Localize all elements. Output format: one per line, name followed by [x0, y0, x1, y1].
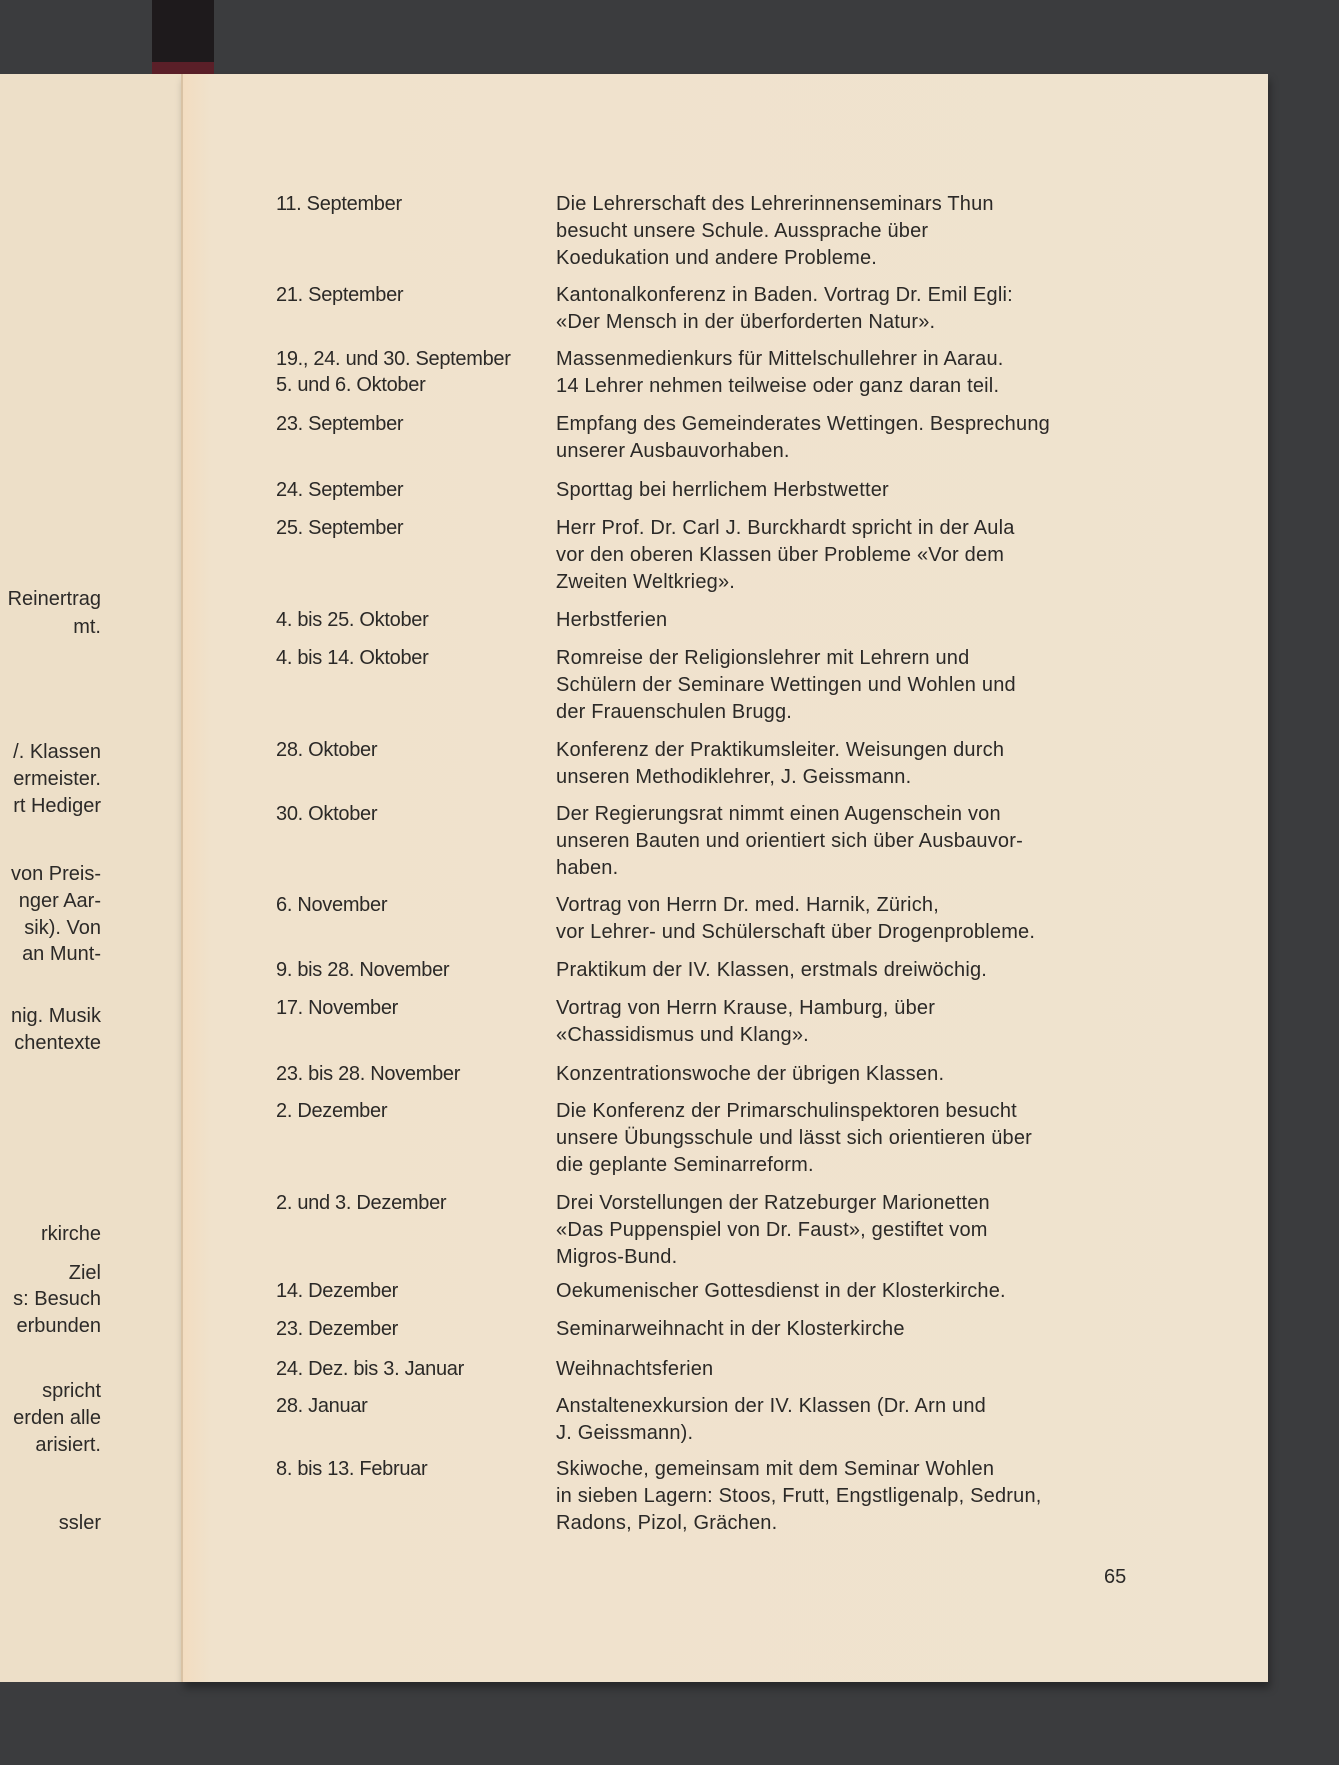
entry-date-line: 2. Dezember: [276, 1100, 388, 1122]
entry-date-line: 4. bis 14. Oktober: [276, 647, 429, 669]
entry-date-line: 28. Oktober: [276, 739, 378, 761]
left-page-line: Ziel: [68, 1262, 101, 1284]
entry-date: [276, 645, 428, 671]
entry-date: [276, 1190, 446, 1216]
entry-description-line: Seminarweihnacht in der Klosterkirche: [556, 1318, 905, 1340]
entry-description-line: Drei Vorstellungen der Ratzeburger Marionetten: [556, 1192, 990, 1214]
entry-description: [556, 1278, 1006, 1305]
entry-date-line: 25. September: [276, 517, 404, 539]
left-page-line: rt Hediger: [13, 795, 101, 817]
entry-date-line: 30. Oktober: [276, 803, 378, 825]
left-page-line: nger Aar-: [18, 890, 101, 912]
left-page-line: an Munt-: [22, 943, 101, 965]
entry-date-line: 9. bis 28. November: [276, 959, 450, 981]
entry-date: [276, 1098, 387, 1124]
entry-description-line: 14 Lehrer nehmen teilweise oder ganz daran teil.: [556, 375, 1000, 397]
entry-description-line: Schülern der Seminare Wettingen und Wohlen und: [556, 674, 1016, 696]
entry-description-line: Anstaltenexkursion der IV. Klassen (Dr. Arn und: [556, 1395, 987, 1417]
entry-description: [556, 1061, 944, 1088]
left-page-line: erbunden: [16, 1315, 101, 1337]
left-page-line: rkirche: [40, 1223, 101, 1245]
entry-description-line: Vortrag von Herrn Dr. med. Harnik, Zürich,: [556, 894, 939, 916]
entry-description-line: besucht unsere Schule. Aussprache über: [556, 220, 929, 242]
entry-description: [556, 892, 1035, 946]
entry-description: [556, 607, 667, 634]
entry-description-line: Koedukation und andere Probleme.: [556, 247, 878, 269]
left-page-line: ermeister.: [13, 768, 101, 790]
entry-date-line: 2. und 3. Dezember: [276, 1192, 447, 1214]
left-page-line: arisiert.: [35, 1434, 101, 1456]
left-page-line: Reinertrag: [7, 588, 101, 610]
entry-description-line: die geplante Seminarreform.: [556, 1154, 814, 1176]
entry-description: [556, 1456, 1042, 1537]
entry-date: [276, 1278, 398, 1304]
left-page-line: chentexte: [14, 1032, 101, 1054]
entry-date-line: 23. Dezember: [276, 1318, 399, 1340]
entry-date-line: 17. November: [276, 997, 399, 1019]
left-page-line: spricht: [42, 1380, 101, 1402]
entry-description-line: Vortrag von Herrn Krause, Hamburg, über: [556, 997, 936, 1019]
entry-description: [556, 645, 1016, 726]
entry-description-line: unserer Ausbauvorhaben.: [556, 440, 790, 462]
entry-description: [556, 1098, 1032, 1179]
entry-date: [276, 411, 403, 437]
entry-date: [276, 1393, 368, 1419]
entry-date-line: 24. September: [276, 479, 404, 501]
entry-description: [556, 957, 987, 984]
entry-description-line: Die Konferenz der Primarschulinspektoren besucht: [556, 1100, 1017, 1122]
entry-description-line: Die Lehrerschaft des Lehrerinnenseminars Thun: [556, 193, 994, 215]
entry-description-line: Kantonalkonferenz in Baden. Vortrag Dr. Emil Egli:: [556, 284, 1013, 306]
entry-date: [276, 1356, 464, 1382]
entry-date-line: 4. bis 25. Oktober: [276, 609, 429, 631]
entry-date-line: 8. bis 13. Februar: [276, 1458, 428, 1480]
entry-description-line: Migros-Bund.: [556, 1246, 678, 1268]
entry-date-line: 23. bis 28. November: [276, 1063, 461, 1085]
entry-date: [276, 282, 403, 308]
entry-description: [556, 737, 1004, 791]
entry-description-line: Der Regierungsrat nimmt einen Augenschein von: [556, 803, 1001, 825]
entry-date-line: 11. September: [276, 193, 402, 215]
entry-date-line: 6. November: [276, 894, 388, 916]
entry-description: [556, 1190, 990, 1271]
entry-description-line: Zweiten Weltkrieg».: [556, 571, 736, 593]
entry-description-line: in sieben Lagern: Stoos, Frutt, Engstligenalp, Sedrun,: [556, 1485, 1042, 1507]
entry-date: [276, 957, 449, 983]
entry-description-line: Praktikum der IV. Klassen, erstmals dreiwöchig.: [556, 959, 988, 981]
entry-date: [276, 737, 377, 763]
entry-description: [556, 191, 994, 272]
entry-description: [556, 1356, 713, 1383]
entry-description: [556, 995, 935, 1049]
entry-description-line: der Frauenschulen Brugg.: [556, 701, 793, 723]
entry-date: [276, 892, 387, 918]
entry-date-line: 24. Dez. bis 3. Januar: [276, 1358, 464, 1380]
left-page-line: von Preis-: [10, 863, 101, 885]
left-page-line: mt.: [73, 616, 101, 638]
entry-description: [556, 411, 1050, 465]
entry-description-line: Weihnachtsferien: [556, 1358, 714, 1380]
entry-date: [276, 346, 511, 398]
entry-description-line: «Das Puppenspiel von Dr. Faust», gestiftet vom: [556, 1219, 988, 1241]
entry-description-line: haben.: [556, 857, 619, 879]
entry-date: [276, 191, 402, 217]
entry-description-line: «Der Mensch in der überforderten Natur».: [556, 311, 936, 333]
left-page-line: s: Besuch: [13, 1288, 101, 1310]
entry-description: [556, 282, 1013, 336]
entry-date: [276, 1456, 427, 1482]
entry-description-line: Sporttag bei herrlichem Herbstwetter: [556, 479, 889, 501]
entry-date-line: 23. September: [276, 413, 404, 435]
left-page-line: erden alle: [13, 1407, 101, 1429]
entry-description-line: Romreise der Religionslehrer mit Lehrern und: [556, 647, 970, 669]
entry-description-line: Konferenz der Praktikumsleiter. Weisungen durch: [556, 739, 1005, 761]
entry-date: [276, 801, 377, 827]
entry-description-line: J. Geissmann).: [556, 1422, 694, 1444]
entry-description-line: Radons, Pizol, Grächen.: [556, 1512, 778, 1534]
entry-date: [276, 995, 398, 1021]
page-gutter: [181, 74, 183, 1682]
entry-description-line: unseren Methodiklehrer, J. Geissmann.: [556, 766, 912, 788]
entry-description: [556, 1393, 986, 1447]
entry-description-line: Oekumenischer Gottesdienst in der Klosterkirche.: [556, 1280, 1006, 1302]
entry-date-line: 28. Januar: [276, 1395, 368, 1417]
entry-description-line: Konzentrationswoche der übrigen Klassen.: [556, 1063, 945, 1085]
entry-description-line: Skiwoche, gemeinsam mit dem Seminar Wohlen: [556, 1458, 995, 1480]
page-number: 65: [1104, 1566, 1127, 1588]
entry-description-line: vor Lehrer- und Schülerschaft über Drogenprobleme.: [556, 921, 1036, 943]
entry-date-line: 21. September: [276, 284, 404, 306]
entry-description-line: Herbstferien: [556, 609, 668, 631]
entry-description-line: unseren Bauten und orientiert sich über Ausbauvor-: [556, 830, 1023, 852]
entry-date: [276, 1316, 398, 1342]
entry-description: [556, 1316, 905, 1343]
left-page-line: ssler: [58, 1512, 101, 1534]
entry-date-line: 5. und 6. Oktober: [276, 374, 426, 396]
entry-description-line: unsere Übungsschule und lässt sich orientieren über: [556, 1127, 1033, 1149]
entry-date: [276, 515, 403, 541]
entry-date-line: 19., 24. und 30. September: [276, 348, 511, 370]
left-page-line: /. Klassen: [13, 741, 101, 763]
entry-description-line: Massenmedienkurs für Mittelschullehrer in Aarau.: [556, 348, 1004, 370]
entry-description-line: «Chassidismus und Klang».: [556, 1024, 809, 1046]
entry-description: [556, 801, 1023, 882]
entry-date: [276, 1061, 460, 1087]
entry-date: [276, 477, 403, 503]
entry-description: [556, 515, 1015, 596]
left-page-line: sik). Von: [24, 917, 101, 939]
entry-description-line: Herr Prof. Dr. Carl J. Burckhardt spricht in der Aula: [556, 517, 1015, 539]
entry-description: [556, 346, 1004, 400]
entry-description: [556, 477, 889, 504]
entry-description-line: vor den oberen Klassen über Probleme «Vor dem: [556, 544, 1005, 566]
entry-description-line: Empfang des Gemeinderates Wettingen. Besprechung: [556, 413, 1050, 435]
entry-date: [276, 607, 428, 633]
left-page-line: nig. Musik: [10, 1005, 101, 1027]
entry-date-line: 14. Dezember: [276, 1280, 399, 1302]
